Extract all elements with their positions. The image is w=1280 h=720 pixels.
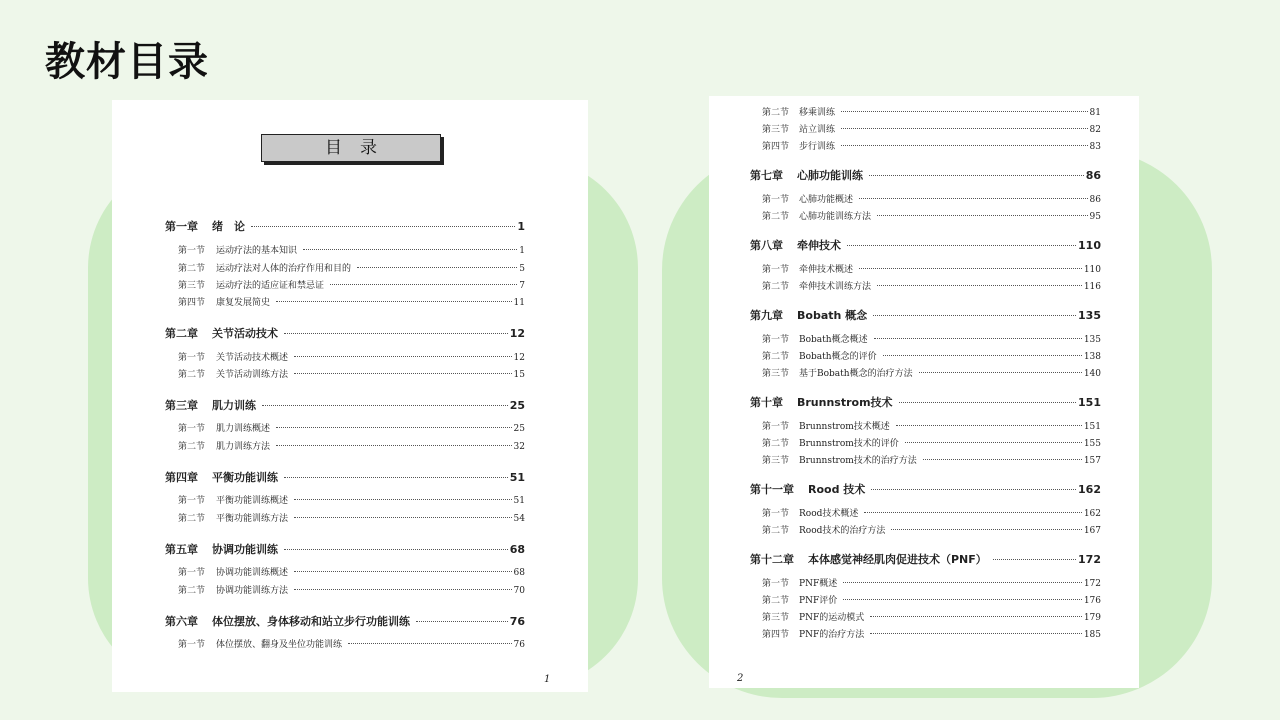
dot-leader bbox=[873, 315, 1076, 316]
page-number: 2 bbox=[737, 673, 744, 684]
entry-label: 第一节 bbox=[178, 424, 206, 434]
dot-leader bbox=[276, 427, 512, 428]
entry-title: 牵伸技术 bbox=[797, 239, 841, 252]
entry-title: 肌力训练方法 bbox=[216, 442, 271, 452]
dot-leader bbox=[357, 267, 517, 268]
entry-page-number: 83 bbox=[1089, 142, 1101, 152]
entry-page-number: 172 bbox=[1083, 579, 1101, 589]
dot-leader bbox=[877, 285, 1082, 286]
toc-section-entry bbox=[762, 419, 1101, 432]
toc-section-entry bbox=[762, 105, 1101, 118]
entry-page-number: 11 bbox=[513, 298, 525, 308]
entry-label: 第一节 bbox=[178, 640, 206, 650]
dot-leader bbox=[841, 128, 1088, 129]
toc-section-entry bbox=[762, 627, 1101, 640]
entry-page-number: 176 bbox=[1083, 596, 1101, 606]
entry-label: 第一节 bbox=[762, 422, 790, 432]
dot-leader bbox=[294, 499, 512, 500]
dot-leader bbox=[864, 512, 1081, 513]
entry-title: 平衡功能训练概述 bbox=[216, 496, 289, 506]
entry-label: 第一节 bbox=[178, 496, 206, 506]
entry-label: 第一节 bbox=[178, 353, 206, 363]
dot-leader bbox=[843, 582, 1082, 583]
entry-label: 第二节 bbox=[178, 370, 206, 380]
toc-chapter-entry bbox=[750, 551, 1101, 567]
slide-title: 教材目录 bbox=[45, 39, 209, 85]
entry-page-number: 155 bbox=[1083, 439, 1101, 449]
entry-label: 第八章 bbox=[750, 239, 783, 252]
toc-section-entry bbox=[178, 511, 525, 524]
entry-page-number: 81 bbox=[1089, 108, 1101, 118]
entry-label: 第三章 bbox=[165, 399, 198, 412]
dot-leader bbox=[284, 333, 508, 334]
entry-page-number: 135 bbox=[1078, 309, 1101, 322]
entry-title: 肌力训练 bbox=[212, 399, 256, 412]
entry-label: 第六章 bbox=[165, 615, 198, 628]
entry-page-number: 86 bbox=[1085, 169, 1101, 182]
toc-section-entry bbox=[762, 576, 1101, 589]
toc-chapter-entry bbox=[750, 481, 1101, 497]
entry-title: Brunnstrom技术 bbox=[797, 396, 893, 409]
entry-title: PNF的运动模式 bbox=[799, 613, 865, 623]
toc-chapter-entry bbox=[750, 394, 1101, 410]
entry-label: 第一节 bbox=[762, 195, 790, 205]
dot-leader bbox=[276, 445, 512, 446]
entry-page-number: 162 bbox=[1083, 509, 1101, 519]
dot-leader bbox=[869, 175, 1084, 176]
entry-page-number: 1 bbox=[519, 246, 525, 256]
entry-page-number: 185 bbox=[1083, 630, 1101, 640]
entry-label: 第十一章 bbox=[750, 483, 794, 496]
dot-leader bbox=[843, 599, 1082, 600]
dot-leader bbox=[871, 489, 1076, 490]
toc-section-entry bbox=[178, 261, 525, 274]
dot-leader bbox=[847, 245, 1076, 246]
entry-title: Brunnstrom技术的治疗方法 bbox=[799, 456, 917, 466]
entry-title: Bobath 概念 bbox=[797, 309, 868, 322]
toc-section-entry bbox=[762, 593, 1101, 606]
toc-heading: 目录 bbox=[261, 134, 441, 162]
dot-leader bbox=[294, 373, 512, 374]
entry-label: 第一节 bbox=[178, 568, 206, 578]
entry-title: 本体感觉神经肌肉促进技术（PNF） bbox=[808, 553, 987, 566]
toc-section-entry bbox=[762, 506, 1101, 519]
dot-leader bbox=[919, 372, 1082, 373]
toc-section-entry bbox=[178, 243, 525, 256]
entry-label: 第三节 bbox=[762, 613, 790, 623]
dot-leader bbox=[905, 442, 1082, 443]
entry-page-number: 68 bbox=[509, 543, 525, 556]
entry-title: 基于Bobath概念的治疗方法 bbox=[799, 369, 913, 379]
toc-section-entry bbox=[178, 493, 525, 506]
entry-title: Bobath概念概述 bbox=[799, 335, 868, 345]
toc-section-entry bbox=[762, 122, 1101, 135]
entry-title: 心肺功能训练方法 bbox=[799, 212, 872, 222]
dot-leader bbox=[284, 549, 508, 550]
entry-title: 协调功能训练概述 bbox=[216, 568, 289, 578]
toc-section-entry bbox=[762, 436, 1101, 449]
entry-page-number: 25 bbox=[509, 399, 525, 412]
entry-page-number: 140 bbox=[1083, 369, 1101, 379]
toc-section-entry bbox=[762, 192, 1101, 205]
entry-title: 体位摆放、身体移动和站立步行功能训练 bbox=[212, 615, 410, 628]
toc-section-entry bbox=[762, 209, 1101, 222]
entry-title: 运动疗法对人体的治疗作用和目的 bbox=[216, 264, 352, 274]
entry-label: 第四节 bbox=[762, 142, 790, 152]
entry-label: 第二节 bbox=[178, 514, 206, 524]
entry-title: 移乘训练 bbox=[799, 108, 836, 118]
entry-page-number: 172 bbox=[1078, 553, 1101, 566]
entry-page-number: 32 bbox=[513, 442, 525, 452]
dot-leader bbox=[330, 284, 517, 285]
entry-title: 体位摆放、翻身及坐位功能训练 bbox=[216, 640, 343, 650]
entry-title: 运动疗法的基本知识 bbox=[216, 246, 298, 256]
entry-page-number: 12 bbox=[509, 327, 525, 340]
toc-chapter-entry bbox=[165, 541, 525, 557]
entry-label: 第二节 bbox=[762, 282, 790, 292]
entry-label: 第三节 bbox=[762, 456, 790, 466]
dot-leader bbox=[276, 301, 512, 302]
entry-title: Brunnstrom技术的评价 bbox=[799, 439, 899, 449]
entry-title: Rood技术概述 bbox=[799, 509, 859, 519]
entry-label: 第五章 bbox=[165, 543, 198, 556]
dot-leader bbox=[303, 249, 517, 250]
entry-title: 站立训练 bbox=[799, 125, 836, 135]
dot-leader bbox=[859, 198, 1088, 199]
entry-title: 康复发展简史 bbox=[216, 298, 271, 308]
dot-leader bbox=[899, 402, 1076, 403]
toc-chapter-entry bbox=[750, 307, 1101, 323]
entry-label: 第一章 bbox=[165, 220, 198, 233]
toc-section-entry bbox=[178, 421, 525, 434]
entry-label: 第二节 bbox=[762, 352, 790, 362]
entry-page-number: 54 bbox=[513, 514, 525, 524]
toc-chapter-entry bbox=[165, 397, 525, 413]
entry-title: Rood 技术 bbox=[808, 483, 866, 496]
dot-leader bbox=[294, 571, 512, 572]
entry-title: 肌力训练概述 bbox=[216, 424, 271, 434]
entry-label: 第三节 bbox=[178, 281, 206, 291]
entry-page-number: 157 bbox=[1083, 456, 1101, 466]
entry-page-number: 86 bbox=[1089, 195, 1101, 205]
toc-section-entry bbox=[762, 279, 1101, 292]
entry-page-number: 51 bbox=[513, 496, 525, 506]
toc-section-entry bbox=[762, 139, 1101, 152]
entry-label: 第二节 bbox=[178, 586, 206, 596]
toc-section-entry bbox=[178, 367, 525, 380]
toc-section-entry bbox=[178, 295, 525, 308]
entry-label: 第四节 bbox=[762, 630, 790, 640]
entry-title: 平衡功能训练方法 bbox=[216, 514, 289, 524]
entry-label: 第一节 bbox=[762, 579, 790, 589]
toc-section-entry bbox=[762, 523, 1101, 536]
entry-title: PNF概述 bbox=[799, 579, 838, 589]
entry-page-number: 70 bbox=[513, 586, 525, 596]
toc-section-entry bbox=[178, 583, 525, 596]
entry-page-number: 162 bbox=[1078, 483, 1101, 496]
entry-title: 心肺功能训练 bbox=[797, 169, 863, 182]
entry-page-number: 138 bbox=[1083, 352, 1101, 362]
entry-label: 第四章 bbox=[165, 471, 198, 484]
dot-leader bbox=[891, 529, 1081, 530]
entry-page-number: 151 bbox=[1083, 422, 1101, 432]
entry-label: 第二节 bbox=[762, 108, 790, 118]
toc-section-entry bbox=[762, 332, 1101, 345]
dot-leader bbox=[348, 643, 512, 644]
entry-label: 第一节 bbox=[762, 509, 790, 519]
entry-label: 第一节 bbox=[762, 265, 790, 275]
entry-label: 第十章 bbox=[750, 396, 783, 409]
toc-chapter-entry bbox=[165, 218, 525, 234]
toc-chapter-entry bbox=[750, 167, 1101, 183]
dot-leader bbox=[923, 459, 1082, 460]
toc-section-entry bbox=[178, 637, 525, 650]
entry-label: 第九章 bbox=[750, 309, 783, 322]
entry-page-number: 116 bbox=[1083, 282, 1101, 292]
entry-page-number: 167 bbox=[1083, 526, 1101, 536]
entry-title: 协调功能训练方法 bbox=[216, 586, 289, 596]
entry-page-number: 7 bbox=[519, 281, 525, 291]
toc-page-1 bbox=[112, 100, 588, 692]
entry-title: 牵伸技术概述 bbox=[799, 265, 854, 275]
entry-label: 第二节 bbox=[178, 442, 206, 452]
entry-title: 绪 论 bbox=[212, 220, 245, 233]
entry-title: 步行训练 bbox=[799, 142, 836, 152]
dot-leader bbox=[883, 355, 1082, 356]
entry-page-number: 110 bbox=[1078, 239, 1101, 252]
entry-title: Rood技术的治疗方法 bbox=[799, 526, 886, 536]
toc-chapter-entry bbox=[165, 325, 525, 341]
entry-title: 心肺功能概述 bbox=[799, 195, 854, 205]
entry-page-number: 1 bbox=[517, 220, 525, 233]
entry-label: 第一节 bbox=[762, 335, 790, 345]
dot-leader bbox=[416, 621, 508, 622]
dot-leader bbox=[870, 633, 1082, 634]
entry-title: PNF的治疗方法 bbox=[799, 630, 865, 640]
entry-page-number: 12 bbox=[513, 353, 525, 363]
entry-label: 第二节 bbox=[762, 212, 790, 222]
entry-label: 第三节 bbox=[762, 125, 790, 135]
toc-section-entry bbox=[762, 453, 1101, 466]
entry-page-number: 5 bbox=[519, 264, 525, 274]
toc-page-2 bbox=[709, 96, 1139, 688]
entry-title: Brunnstrom技术概述 bbox=[799, 422, 890, 432]
dot-leader bbox=[251, 226, 515, 227]
entry-page-number: 95 bbox=[1089, 212, 1101, 222]
entry-label: 第四节 bbox=[178, 298, 206, 308]
toc-section-entry bbox=[178, 350, 525, 363]
dot-leader bbox=[284, 477, 508, 478]
dot-leader bbox=[859, 268, 1082, 269]
toc-chapter-entry bbox=[165, 469, 525, 485]
entry-label: 第三节 bbox=[762, 369, 790, 379]
entry-title: 关节活动训练方法 bbox=[216, 370, 289, 380]
entry-page-number: 110 bbox=[1083, 265, 1101, 275]
toc-chapter-entry bbox=[750, 237, 1101, 253]
dot-leader bbox=[294, 517, 512, 518]
page-number: 1 bbox=[544, 674, 551, 685]
dot-leader bbox=[841, 111, 1088, 112]
entry-title: 关节活动技术概述 bbox=[216, 353, 289, 363]
dot-leader bbox=[877, 215, 1088, 216]
dot-leader bbox=[993, 559, 1076, 560]
entry-title: 牵伸技术训练方法 bbox=[799, 282, 872, 292]
entry-label: 第十二章 bbox=[750, 553, 794, 566]
entry-title: 协调功能训练 bbox=[212, 543, 278, 556]
dot-leader bbox=[841, 145, 1088, 146]
dot-leader bbox=[896, 425, 1082, 426]
dot-leader bbox=[294, 356, 512, 357]
entry-page-number: 68 bbox=[513, 568, 525, 578]
entry-title: PNF评价 bbox=[799, 596, 838, 606]
toc-chapter-entry bbox=[165, 613, 525, 629]
entry-page-number: 76 bbox=[509, 615, 525, 628]
dot-leader bbox=[262, 405, 508, 406]
entry-page-number: 82 bbox=[1089, 125, 1101, 135]
dot-leader bbox=[870, 616, 1082, 617]
entry-page-number: 151 bbox=[1078, 396, 1101, 409]
dot-leader bbox=[874, 338, 1082, 339]
entry-label: 第七章 bbox=[750, 169, 783, 182]
entry-page-number: 135 bbox=[1083, 335, 1101, 345]
toc-section-entry bbox=[762, 366, 1101, 379]
toc-section-entry bbox=[762, 262, 1101, 275]
entry-label: 第二节 bbox=[178, 264, 206, 274]
toc-section-entry bbox=[178, 439, 525, 452]
entry-label: 第二节 bbox=[762, 596, 790, 606]
entry-title: 平衡功能训练 bbox=[212, 471, 278, 484]
entry-label: 第二节 bbox=[762, 439, 790, 449]
toc-section-entry bbox=[178, 565, 525, 578]
toc-section-entry bbox=[178, 278, 525, 291]
entry-title: Bobath概念的评价 bbox=[799, 352, 877, 362]
entry-page-number: 51 bbox=[509, 471, 525, 484]
dot-leader bbox=[294, 589, 512, 590]
entry-page-number: 179 bbox=[1083, 613, 1101, 623]
entry-page-number: 76 bbox=[513, 640, 525, 650]
toc-section-entry bbox=[762, 610, 1101, 623]
entry-label: 第二节 bbox=[762, 526, 790, 536]
entry-label: 第二章 bbox=[165, 327, 198, 340]
toc-section-entry bbox=[762, 349, 1101, 362]
entry-title: 关节活动技术 bbox=[212, 327, 278, 340]
entry-page-number: 15 bbox=[513, 370, 525, 380]
entry-page-number: 25 bbox=[513, 424, 525, 434]
entry-label: 第一节 bbox=[178, 246, 206, 256]
entry-title: 运动疗法的适应证和禁忌证 bbox=[216, 281, 325, 291]
